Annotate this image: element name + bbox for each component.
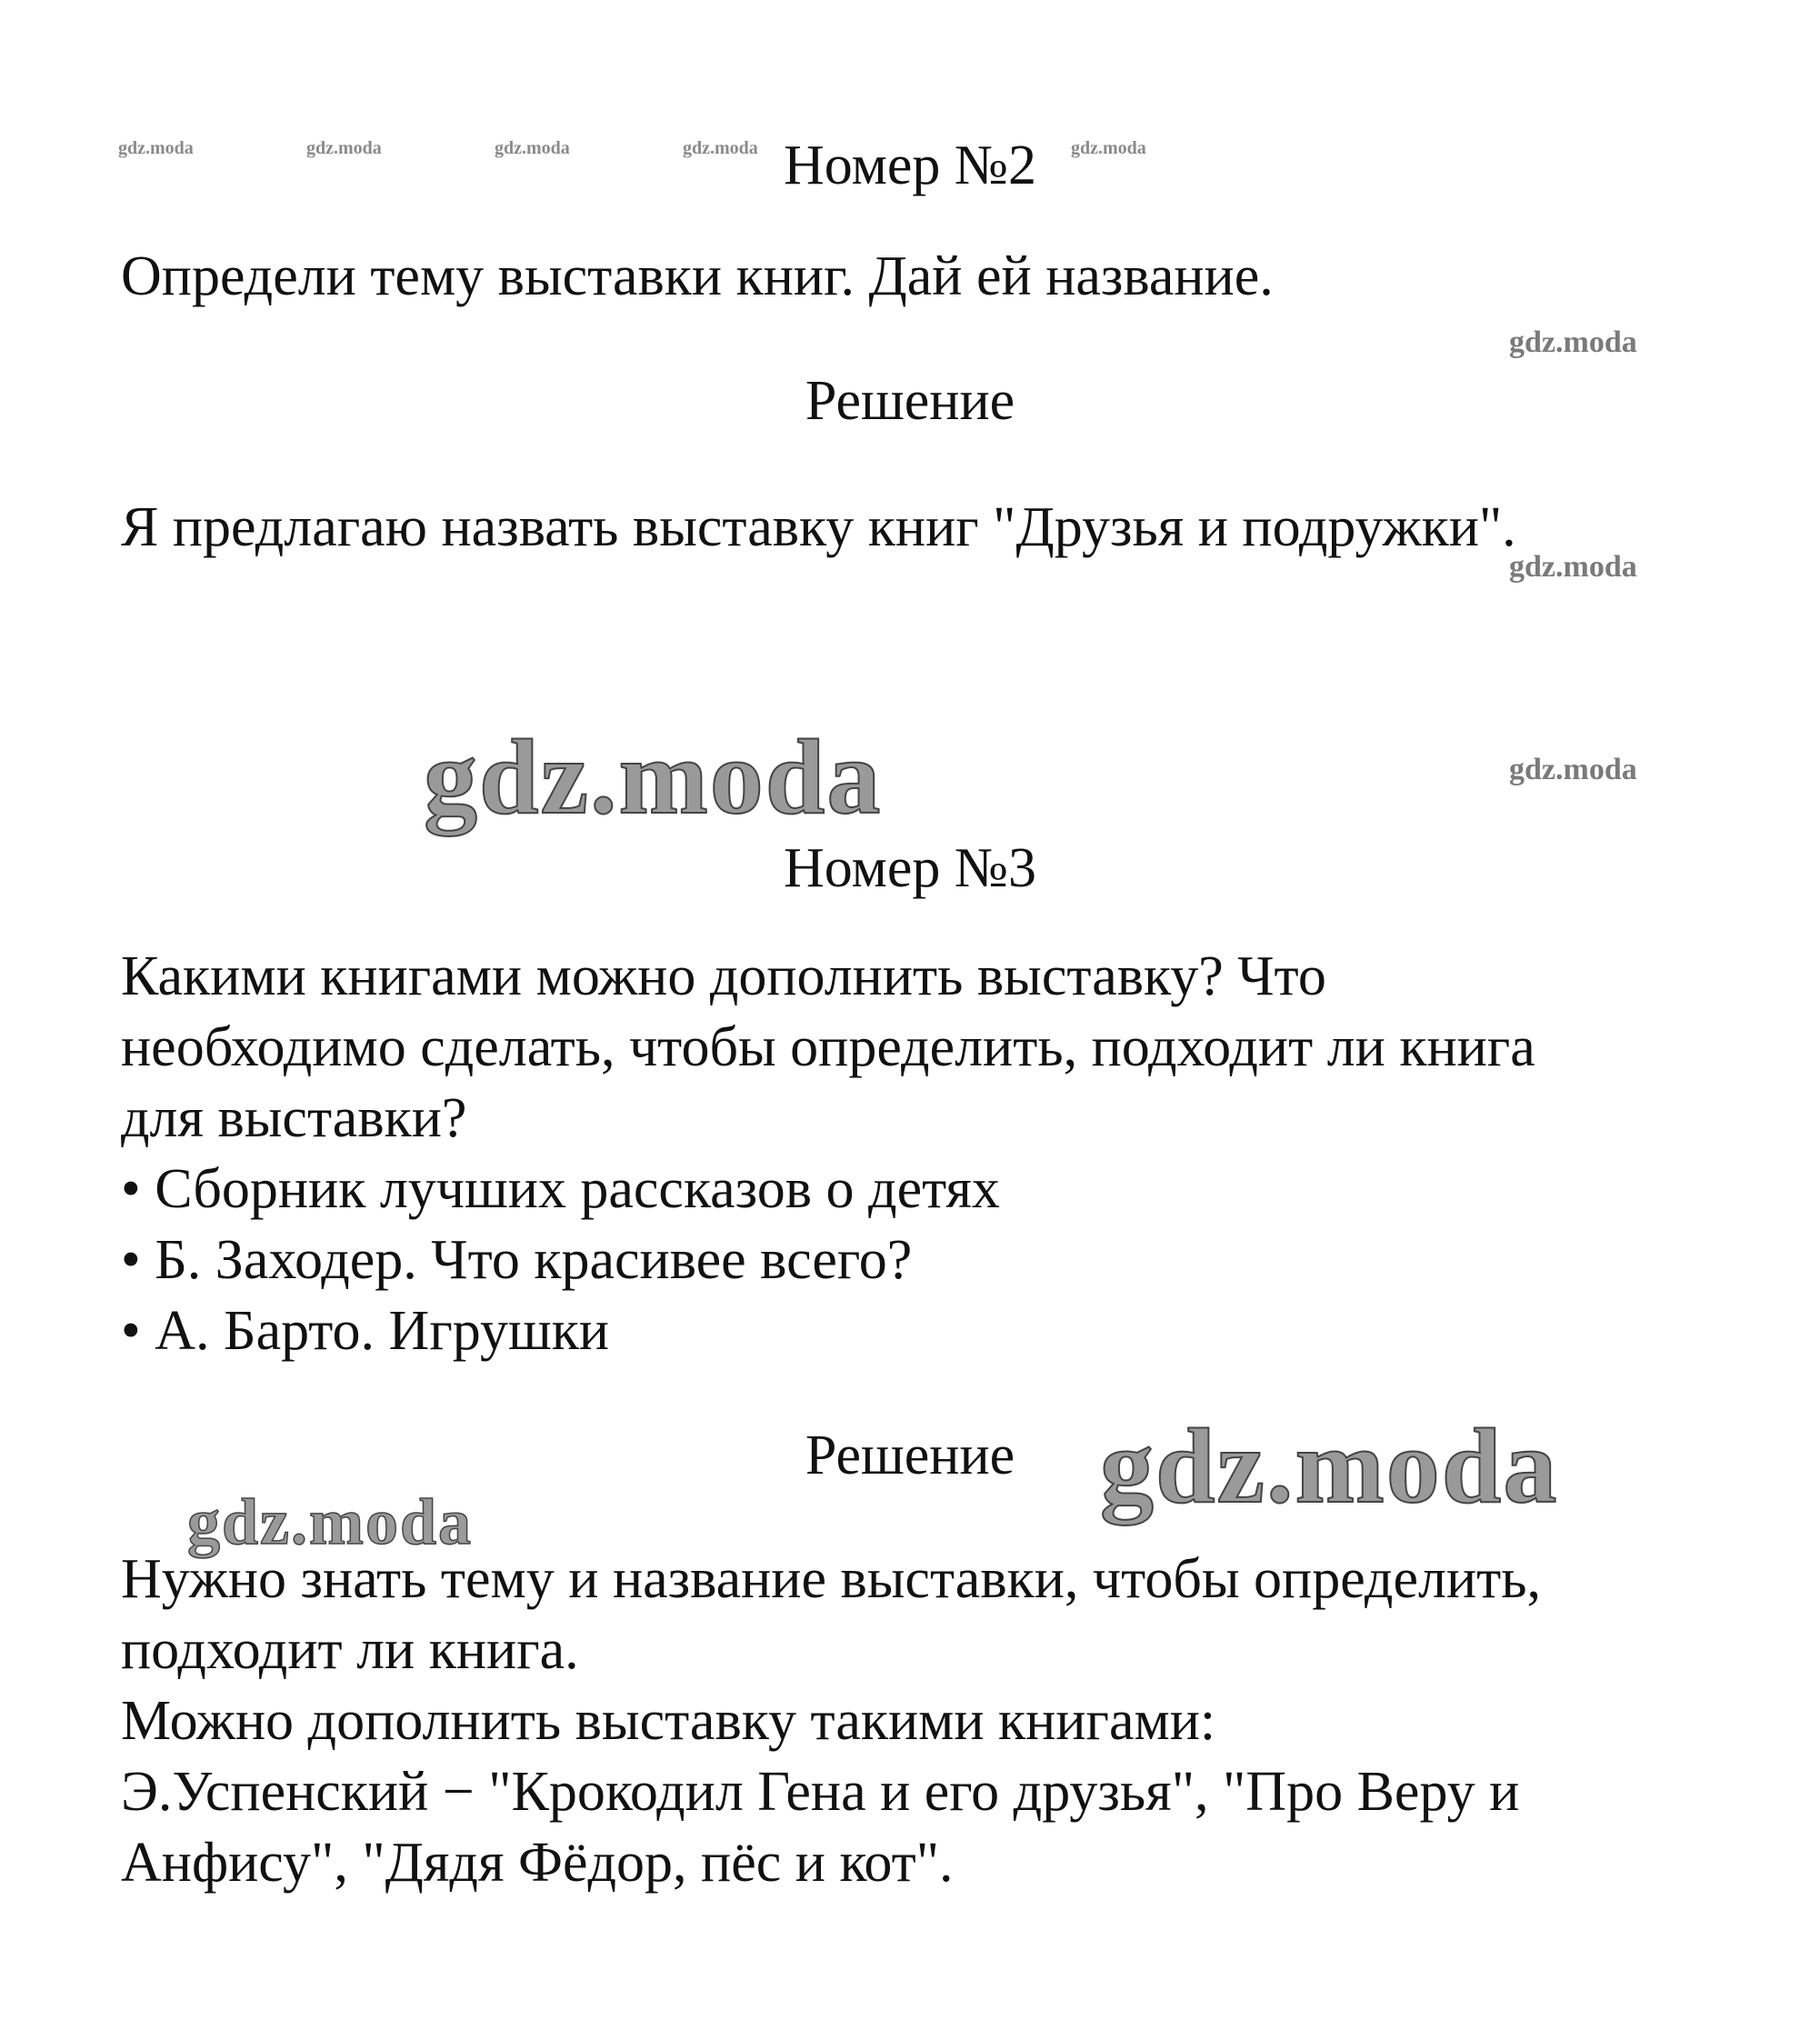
task3-solution-label: Решение [805, 1425, 1015, 1486]
book-list-item: • А. Барто. Игрушки [121, 1300, 609, 1362]
watermark-small: gdz.moda [1071, 138, 1146, 158]
task3-question-line: для выставки? [121, 1087, 467, 1149]
task3-question-line: Какими книгами можно дополнить выставку? Что [121, 945, 1326, 1007]
task2-heading: Номер №2 [783, 135, 1036, 196]
watermark-small: gdz.moda [495, 138, 570, 158]
task3-answer-line: подходит ли книга. [121, 1619, 579, 1681]
task2-question: Определи тему выставки книг. Дай ей название. [121, 245, 1274, 307]
watermark-large: gdz.moda [1100, 1406, 1559, 1525]
task2-answer: Я предлагаю назвать выставку книг "Друзья и подружки". [121, 496, 1516, 558]
book-list-item: • Сборник лучших рассказов о детях [121, 1158, 1000, 1220]
task3-heading: Номер №3 [783, 837, 1036, 899]
task2-solution-label: Решение [805, 370, 1015, 432]
watermark-medium: gdz.moda [1509, 325, 1637, 359]
watermark-large: gdz.moda [187, 1485, 474, 1558]
watermark-large: gdz.moda [424, 717, 883, 836]
task3-question-line: необходимо сделать, чтобы определить, подходит ли книга [121, 1016, 1535, 1078]
task3-answer-line: Нужно знать тему и название выставки, чтобы определить, [121, 1548, 1541, 1610]
watermark-medium: gdz.moda [1509, 550, 1637, 584]
task3-answer-line: Можно дополнить выставку такими книгами: [121, 1690, 1216, 1752]
book-list-item: • Б. Заходер. Что красивее всего? [121, 1229, 913, 1291]
task3-answer-line: Анфису", "Дядя Фёдор, пёс и кот". [121, 1832, 954, 1894]
watermark-medium: gdz.moda [1509, 753, 1637, 786]
watermark-small: gdz.moda [118, 138, 194, 158]
watermark-small: gdz.moda [306, 138, 382, 158]
watermark-small: gdz.moda [683, 138, 758, 158]
task3-answer-line: Э.Успенский − "Крокодил Гена и его друзья", "Про Веру и [121, 1761, 1520, 1823]
